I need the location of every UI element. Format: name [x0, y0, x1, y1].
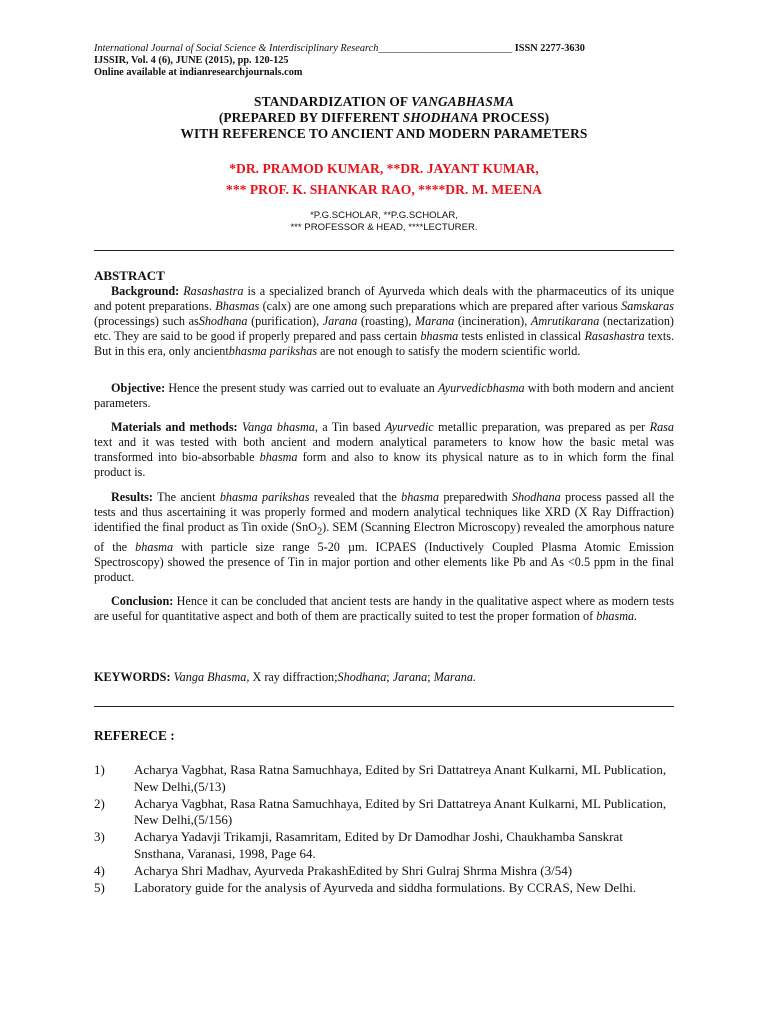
reference-number: 2) — [94, 795, 105, 811]
abstract-heading: ABSTRACT — [94, 268, 165, 283]
text-run: with particle size range 5-20 µm. ICPAES (Inductively Coupled Plasma Atomic Emission Spectroscopy) showed the presence of Tin in major portion and other elements like Pb and As <0.5 ppm in the final product. — [94, 540, 674, 584]
text-run: Hence the present study was carried out to evaluate an — [165, 381, 438, 395]
text-run: with both modern and ancient parameters. — [94, 381, 674, 410]
journal-header — [94, 43, 585, 55]
text-run: is a specialized branch of Ayurveda which deals with the pharmaceutics of its unique and potent preparations. — [94, 284, 674, 313]
italic-term: Samskaras — [621, 298, 674, 313]
affiliation-line-1: *P.G.SCHOLAR, **P.G.SCHOLAR, — [310, 210, 458, 221]
text-run: process passed all the tests and thus ascertaining it was properly formed and modern analytical techniques like XRD (X Ray Diffraction) identified the final product as Tin oxide (SnO — [94, 490, 674, 534]
italic-term: Shodhana — [511, 490, 561, 504]
italic-term: bhasma — [135, 540, 174, 555]
title-italic: VANGABHASMA — [411, 94, 514, 109]
abstract-background — [94, 284, 674, 359]
author-line-1: *DR. PRAMOD KUMAR, **DR. JAYANT KUMAR, — [229, 161, 539, 176]
italic-term: Ayurvedicbhasma — [437, 381, 525, 395]
references-heading: REFERECE : — [94, 728, 175, 743]
reference-list — [94, 762, 674, 896]
title-line-2 — [94, 110, 674, 126]
text-run: (purification), — [247, 313, 323, 328]
author-line-2: *** PROF. K. SHANKAR RAO, ****DR. M. MEENA — [226, 182, 542, 197]
text-run: (incineration), — [454, 313, 531, 328]
title-text: PROCESS) — [478, 110, 550, 125]
italic-term: Vanga Bhasma — [173, 670, 247, 684]
text-run: Hence it can be concluded that ancient tests are handy in the qualitative aspect where as modern tests are useful for quantitative aspect and both of them are practically suited to test the proper formation of — [94, 594, 674, 623]
italic-term: bhasma — [401, 490, 440, 504]
text-run: tests enlisted in classical — [458, 328, 585, 343]
italic-term: Rasa — [649, 420, 675, 434]
text-run: (calx) are one among such preparations which are prepared after various — [259, 298, 622, 313]
italic-term: bhasma — [420, 328, 459, 343]
affiliations — [94, 210, 674, 234]
text-run: (processings) such as — [94, 313, 199, 328]
objective-label: Objective: — [111, 381, 166, 395]
reference-text: Acharya Vagbhat, Rasa Ratna Samuchhaya, Edited by Sri Dattatreya Anant Kulkarni, ML Publication, New Delhi,(5/156) — [134, 795, 667, 828]
text-run: preparedwith — [439, 490, 512, 504]
author-list — [94, 158, 674, 200]
reference-number: 1) — [94, 762, 105, 777]
title-text: (PREPARED BY DIFFERENT — [218, 110, 403, 125]
background-label: Background: — [111, 284, 180, 298]
text-run: ; — [386, 670, 393, 684]
italic-term: bhasma parikshas — [219, 490, 310, 504]
reference-number: 4) — [94, 862, 105, 878]
text-run: metallic preparation, was prepared as per — [433, 420, 650, 434]
text-run: (roasting), — [357, 313, 415, 328]
reference-text: Acharya Shri Madhav, Ayurveda PrakashEdited by Shri Gulraj Shrma Mishra (3/54) — [134, 862, 573, 878]
volume-info: IJSSIR, Vol. 4 (6), JUNE (2015), pp. 120-125 — [94, 55, 289, 66]
text-run: The ancient — [152, 490, 220, 504]
abstract-conclusion — [94, 594, 674, 624]
italic-term: Marana. — [433, 670, 477, 684]
reference-text: Acharya Vagbhat, Rasa Ratna Samuchhaya, Edited by Sri Dattatreya Anant Kulkarni, ML Publication, New Delhi,(5/13) — [134, 762, 667, 794]
italic-term: Jarana — [322, 313, 358, 328]
reference-text: Acharya Yadavji Trikamji, Rasamritam, Edited by Dr Damodhar Joshi, Chaukhamba Sanskrat Snsthana, Varanasi, 1998, Page 64. — [134, 829, 623, 861]
title-text: STANDARDIZATION OF — [254, 94, 412, 109]
affiliation-line-2: *** PROFESSOR & HEAD, ****LECTURER. — [290, 222, 478, 233]
text-run: ; — [427, 670, 434, 684]
issn: ISSN 2277-3630 — [514, 43, 585, 54]
reference-item — [94, 762, 674, 796]
italic-term: Shodhana — [198, 313, 248, 328]
text-run: revealed that the — [309, 490, 402, 504]
online-info: Online available at indianresearchjournals.com — [94, 67, 303, 78]
italic-term: Vanga bhasma — [242, 420, 315, 434]
subscript: 2 — [317, 526, 323, 538]
title-line-3: WITH REFERENCE TO ANCIENT AND MODERN PARAMETERS — [180, 126, 588, 141]
header-line-fill: __________________________ — [378, 43, 513, 54]
italic-term: bhasma parikshas — [228, 343, 318, 358]
italic-term: Marana — [414, 313, 455, 328]
italic-term: Rasashastra — [183, 284, 244, 298]
title-italic: SHODHANA — [402, 110, 479, 125]
title-line-1 — [94, 94, 674, 110]
journal-name: International Journal of Social Science & Interdisciplinary Research — [94, 43, 379, 54]
italic-term: Bhasmas — [215, 298, 260, 313]
italic-term: bhasma — [259, 449, 298, 464]
reference-item — [94, 863, 674, 880]
italic-term: Amrutikarana — [530, 313, 600, 328]
text-run: ). SEM (Scanning Electron Microscopy) revealed the amorphous nature of the — [94, 519, 674, 555]
italic-term: Shodhana — [337, 670, 387, 684]
keywords-label: KEYWORDS: — [94, 670, 171, 684]
reference-item — [94, 829, 674, 863]
reference-item — [94, 796, 674, 830]
text-run: (nectarization) etc. They are said to be good if properly prepared and pass certain — [94, 313, 674, 343]
divider-bottom — [94, 706, 674, 707]
reference-number: 5) — [94, 879, 105, 895]
results-label: Results: — [111, 490, 153, 504]
text-run: , X ray diffraction; — [246, 670, 338, 684]
italic-term: Jarana — [392, 670, 428, 684]
abstract-results — [94, 490, 674, 585]
text-run: text and it was tested with both ancient and modern analytical parameters to know how the basic metal was transformed into bio-absorbable — [94, 434, 674, 464]
conclusion-label: Conclusion: — [111, 594, 174, 608]
text-run: texts. But in this era, only ancient — [94, 328, 674, 358]
reference-item — [94, 880, 674, 897]
text-run: form and also to know its physical nature as to in which form the final product is. — [94, 449, 674, 479]
text-run: , a Tin based — [314, 420, 385, 434]
italic-term: bhasma. — [596, 608, 638, 623]
reference-number: 3) — [94, 829, 105, 845]
divider-top — [94, 250, 674, 251]
italic-term: Rasashastra — [584, 328, 645, 343]
paper-title — [94, 94, 674, 142]
text-run: are not enough to satisfy the modern scientific world. — [317, 343, 581, 358]
methods-label: Materials and methods: — [111, 420, 238, 434]
keywords — [94, 670, 476, 685]
reference-text: Laboratory guide for the analysis of Ayurveda and siddha formulations. By CCRAS, New Delhi. — [134, 879, 637, 895]
italic-term: Ayurvedic — [384, 420, 434, 434]
abstract-objective — [94, 381, 674, 411]
abstract-methods — [94, 420, 674, 480]
